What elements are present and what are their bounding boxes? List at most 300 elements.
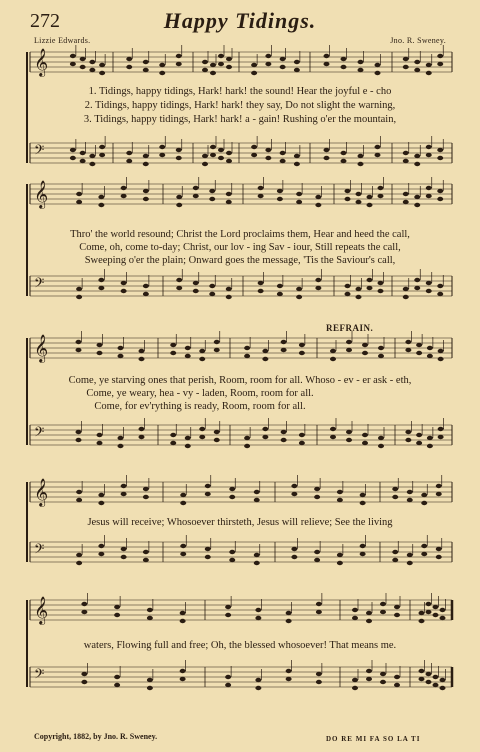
note-head bbox=[378, 289, 384, 293]
note-head bbox=[437, 197, 443, 201]
note-head bbox=[345, 197, 351, 201]
note-head bbox=[214, 438, 220, 442]
note-head bbox=[98, 195, 104, 199]
note-head bbox=[226, 295, 232, 299]
note-head bbox=[294, 60, 300, 64]
note-head bbox=[76, 340, 82, 344]
note-head bbox=[362, 441, 368, 445]
note-head bbox=[414, 286, 420, 290]
note-head bbox=[114, 675, 120, 679]
note-head bbox=[254, 498, 260, 502]
note-head bbox=[258, 186, 264, 190]
note-head bbox=[170, 433, 176, 437]
note-head bbox=[427, 444, 433, 448]
note-head bbox=[433, 675, 439, 679]
note-head bbox=[407, 498, 413, 502]
note-head bbox=[76, 287, 82, 291]
note-head bbox=[159, 71, 165, 75]
note-head bbox=[394, 605, 400, 609]
note-head bbox=[330, 427, 336, 431]
note-head bbox=[258, 289, 264, 293]
bass-clef: 𝄢 bbox=[34, 541, 45, 560]
note-head bbox=[81, 680, 87, 684]
note-head bbox=[159, 145, 165, 149]
note-head bbox=[433, 683, 439, 687]
note-head bbox=[258, 281, 264, 285]
note-head bbox=[378, 186, 384, 190]
note-head bbox=[70, 54, 76, 58]
note-head bbox=[226, 287, 232, 291]
note-head bbox=[356, 295, 362, 299]
note-head bbox=[296, 192, 302, 196]
note-head bbox=[403, 200, 409, 204]
note-head bbox=[70, 148, 76, 152]
note-head bbox=[180, 677, 186, 681]
note-head bbox=[251, 71, 257, 75]
note-head bbox=[362, 343, 368, 347]
note-head bbox=[380, 610, 386, 614]
note-head bbox=[346, 348, 352, 352]
note-head bbox=[76, 295, 82, 299]
note-head bbox=[143, 292, 149, 296]
note-head bbox=[176, 54, 182, 58]
note-head bbox=[440, 678, 446, 682]
note-head bbox=[414, 278, 420, 282]
note-head bbox=[367, 278, 373, 282]
note-head bbox=[341, 159, 347, 163]
note-head bbox=[262, 427, 268, 431]
note-head bbox=[330, 357, 336, 361]
note-head bbox=[180, 544, 186, 548]
note-head bbox=[403, 159, 409, 163]
note-head bbox=[286, 611, 292, 615]
note-head bbox=[405, 438, 411, 442]
lyricist-credit: Lizzie Edwards. bbox=[34, 36, 91, 45]
note-head bbox=[76, 561, 82, 565]
note-head bbox=[414, 68, 420, 72]
note-head bbox=[121, 194, 127, 198]
note-head bbox=[341, 65, 347, 69]
note-head bbox=[262, 349, 268, 353]
note-head bbox=[392, 558, 398, 562]
note-head bbox=[159, 63, 165, 67]
note-head bbox=[143, 189, 149, 193]
note-head bbox=[226, 200, 232, 204]
note-head bbox=[426, 281, 432, 285]
note-head bbox=[114, 605, 120, 609]
note-head bbox=[139, 357, 145, 361]
note-head bbox=[210, 63, 216, 67]
note-head bbox=[180, 493, 186, 497]
note-head bbox=[176, 278, 182, 282]
note-head bbox=[281, 340, 287, 344]
note-head bbox=[437, 284, 443, 288]
note-head bbox=[380, 602, 386, 606]
note-head bbox=[437, 148, 443, 152]
note-head bbox=[251, 63, 257, 67]
treble-clef: 𝄞 bbox=[34, 334, 49, 362]
note-head bbox=[366, 611, 372, 615]
note-head bbox=[337, 553, 343, 557]
note-head bbox=[416, 343, 422, 347]
note-head bbox=[281, 430, 287, 434]
note-head bbox=[199, 357, 205, 361]
note-head bbox=[143, 284, 149, 288]
note-head bbox=[378, 346, 384, 350]
note-head bbox=[76, 498, 82, 502]
lyric-line: Come, ye starving ones that perish, Room, room for all. Whoso - ev - er ask - eth, bbox=[68, 375, 412, 386]
note-head bbox=[291, 555, 297, 559]
note-head bbox=[218, 148, 224, 152]
note-head bbox=[419, 677, 425, 681]
note-head bbox=[416, 433, 422, 437]
note-head bbox=[70, 156, 76, 160]
note-head bbox=[337, 490, 343, 494]
note-head bbox=[337, 561, 343, 565]
note-head bbox=[99, 71, 105, 75]
note-head bbox=[375, 63, 381, 67]
note-head bbox=[426, 610, 432, 614]
note-head bbox=[314, 558, 320, 562]
note-head bbox=[281, 348, 287, 352]
note-head bbox=[314, 495, 320, 499]
note-head bbox=[210, 145, 216, 149]
note-head bbox=[114, 683, 120, 687]
note-head bbox=[421, 544, 427, 548]
note-head bbox=[176, 62, 182, 66]
note-head bbox=[426, 194, 432, 198]
note-head bbox=[210, 153, 216, 157]
note-head bbox=[436, 484, 442, 488]
note-head bbox=[286, 619, 292, 623]
refrain-label: REFRAIN. bbox=[326, 323, 374, 333]
note-head bbox=[229, 487, 235, 491]
note-head bbox=[193, 186, 199, 190]
copyright-notice: Copyright, 1882, by Jno. R. Sweney. bbox=[34, 732, 158, 741]
note-head bbox=[419, 669, 425, 673]
note-head bbox=[330, 349, 336, 353]
note-head bbox=[205, 547, 211, 551]
note-head bbox=[180, 501, 186, 505]
note-head bbox=[225, 683, 231, 687]
note-head bbox=[143, 68, 149, 72]
note-head bbox=[314, 550, 320, 554]
note-head bbox=[143, 495, 149, 499]
note-head bbox=[262, 357, 268, 361]
note-head bbox=[147, 608, 153, 612]
note-head bbox=[176, 148, 182, 152]
note-head bbox=[180, 669, 186, 673]
note-head bbox=[281, 438, 287, 442]
note-head bbox=[362, 351, 368, 355]
note-head bbox=[291, 484, 297, 488]
note-head bbox=[121, 492, 127, 496]
note-head bbox=[416, 441, 422, 445]
note-head bbox=[205, 492, 211, 496]
note-head bbox=[229, 558, 235, 562]
note-head bbox=[440, 686, 446, 690]
note-head bbox=[356, 287, 362, 291]
note-head bbox=[185, 436, 191, 440]
note-head bbox=[199, 427, 205, 431]
note-head bbox=[403, 57, 409, 61]
note-head bbox=[98, 203, 104, 207]
note-head bbox=[405, 340, 411, 344]
note-head bbox=[437, 156, 443, 160]
note-head bbox=[403, 65, 409, 69]
note-head bbox=[296, 287, 302, 291]
note-head bbox=[244, 346, 250, 350]
note-head bbox=[426, 186, 432, 190]
note-head bbox=[199, 435, 205, 439]
note-head bbox=[118, 436, 124, 440]
note-head bbox=[438, 427, 444, 431]
note-head bbox=[126, 159, 132, 163]
note-head bbox=[360, 544, 366, 548]
note-head bbox=[89, 154, 95, 158]
note-head bbox=[438, 357, 444, 361]
note-head bbox=[176, 156, 182, 160]
note-head bbox=[421, 493, 427, 497]
note-head bbox=[280, 159, 286, 163]
note-head bbox=[89, 60, 95, 64]
note-head bbox=[139, 435, 145, 439]
note-head bbox=[143, 558, 149, 562]
note-head bbox=[341, 151, 347, 155]
note-head bbox=[324, 148, 330, 152]
note-head bbox=[99, 63, 105, 67]
note-head bbox=[426, 145, 432, 149]
note-head bbox=[255, 608, 261, 612]
note-head bbox=[416, 351, 422, 355]
note-head bbox=[375, 71, 381, 75]
note-head bbox=[226, 151, 232, 155]
note-head bbox=[294, 154, 300, 158]
note-head bbox=[89, 68, 95, 72]
note-head bbox=[199, 349, 205, 353]
note-head bbox=[98, 544, 104, 548]
lyric-line: Jesus will receive; Whosoever thirsteth, Jesus will relieve; See the living bbox=[87, 517, 393, 528]
note-head bbox=[193, 289, 199, 293]
note-head bbox=[80, 57, 86, 61]
note-head bbox=[375, 145, 381, 149]
page-number: 272 bbox=[30, 10, 60, 32]
note-head bbox=[244, 354, 250, 358]
note-head bbox=[324, 62, 330, 66]
note-head bbox=[251, 153, 257, 157]
note-head bbox=[294, 162, 300, 166]
note-head bbox=[89, 162, 95, 166]
note-head bbox=[414, 60, 420, 64]
note-head bbox=[337, 498, 343, 502]
note-head bbox=[419, 611, 425, 615]
note-head bbox=[254, 553, 260, 557]
note-head bbox=[421, 552, 427, 556]
note-head bbox=[360, 493, 366, 497]
note-head bbox=[218, 156, 224, 160]
note-head bbox=[352, 608, 358, 612]
note-head bbox=[97, 441, 103, 445]
bass-clef: 𝄢 bbox=[34, 666, 45, 685]
note-head bbox=[341, 57, 347, 61]
note-head bbox=[403, 295, 409, 299]
lyric-line: 1. Tidings, happy tidings, Hark! hark! the sound! Hear the joyful e - cho bbox=[88, 86, 392, 97]
note-head bbox=[403, 151, 409, 155]
note-head bbox=[225, 675, 231, 679]
note-head bbox=[358, 68, 364, 72]
note-head bbox=[98, 286, 104, 290]
note-head bbox=[80, 65, 86, 69]
note-head bbox=[392, 495, 398, 499]
note-head bbox=[225, 605, 231, 609]
note-head bbox=[367, 203, 373, 207]
lyric-line: Thro' the world resound; Christ the Lord proclaims them, Hear and heed the call, bbox=[70, 229, 410, 240]
note-head bbox=[210, 71, 216, 75]
note-head bbox=[426, 680, 432, 684]
note-head bbox=[114, 613, 120, 617]
note-head bbox=[229, 550, 235, 554]
note-head bbox=[352, 616, 358, 620]
note-head bbox=[414, 203, 420, 207]
note-head bbox=[299, 441, 305, 445]
note-head bbox=[407, 561, 413, 565]
note-head bbox=[97, 433, 103, 437]
note-head bbox=[346, 340, 352, 344]
note-head bbox=[366, 677, 372, 681]
note-head bbox=[76, 200, 82, 204]
note-head bbox=[244, 436, 250, 440]
note-head bbox=[358, 162, 364, 166]
note-head bbox=[427, 436, 433, 440]
note-head bbox=[265, 148, 271, 152]
note-head bbox=[76, 192, 82, 196]
lyric-line: waters, Flowing full and free; Oh, the blessed whosoever! That means me. bbox=[83, 640, 397, 651]
bass-clef: 𝄢 bbox=[34, 142, 45, 161]
note-head bbox=[229, 495, 235, 499]
note-head bbox=[121, 555, 127, 559]
note-head bbox=[362, 433, 368, 437]
note-head bbox=[426, 602, 432, 606]
note-head bbox=[99, 145, 105, 149]
note-head bbox=[316, 610, 322, 614]
note-head bbox=[414, 162, 420, 166]
note-head bbox=[299, 433, 305, 437]
note-head bbox=[294, 68, 300, 72]
note-head bbox=[375, 153, 381, 157]
note-head bbox=[378, 436, 384, 440]
note-head bbox=[286, 669, 292, 673]
note-head bbox=[265, 156, 271, 160]
note-head bbox=[81, 602, 87, 606]
note-head bbox=[180, 619, 186, 623]
note-head bbox=[407, 553, 413, 557]
lyric-line: Come, for ev'rything is ready, Room, room for all. bbox=[94, 401, 306, 412]
note-head bbox=[139, 349, 145, 353]
note-head bbox=[143, 197, 149, 201]
note-head bbox=[143, 550, 149, 554]
bass-clef: 𝄢 bbox=[34, 424, 45, 443]
note-head bbox=[143, 60, 149, 64]
note-head bbox=[80, 159, 86, 163]
composer-credit: Jno. R. Sweney. bbox=[390, 36, 446, 45]
note-head bbox=[280, 151, 286, 155]
note-head bbox=[202, 162, 208, 166]
note-head bbox=[427, 354, 433, 358]
treble-clef: 𝄞 bbox=[34, 48, 49, 76]
note-head bbox=[76, 438, 82, 442]
note-head bbox=[193, 194, 199, 198]
note-head bbox=[214, 348, 220, 352]
note-head bbox=[291, 547, 297, 551]
note-head bbox=[209, 284, 215, 288]
note-head bbox=[346, 438, 352, 442]
note-head bbox=[407, 490, 413, 494]
note-head bbox=[438, 349, 444, 353]
note-head bbox=[394, 675, 400, 679]
note-head bbox=[121, 289, 127, 293]
note-head bbox=[426, 289, 432, 293]
note-head bbox=[205, 555, 211, 559]
note-head bbox=[405, 348, 411, 352]
note-head bbox=[280, 65, 286, 69]
note-head bbox=[316, 680, 322, 684]
note-head bbox=[126, 65, 132, 69]
note-head bbox=[118, 346, 124, 350]
note-head bbox=[437, 62, 443, 66]
note-head bbox=[405, 430, 411, 434]
note-head bbox=[118, 444, 124, 448]
note-head bbox=[414, 195, 420, 199]
note-head bbox=[291, 492, 297, 496]
note-head bbox=[265, 62, 271, 66]
bass-clef: 𝄢 bbox=[34, 275, 45, 294]
note-head bbox=[254, 490, 260, 494]
note-head bbox=[352, 678, 358, 682]
note-head bbox=[324, 54, 330, 58]
note-head bbox=[280, 57, 286, 61]
note-head bbox=[315, 203, 321, 207]
note-head bbox=[346, 430, 352, 434]
note-head bbox=[378, 281, 384, 285]
note-head bbox=[76, 490, 82, 494]
note-head bbox=[392, 550, 398, 554]
note-head bbox=[180, 552, 186, 556]
note-head bbox=[76, 348, 82, 352]
note-head bbox=[438, 435, 444, 439]
note-head bbox=[218, 54, 224, 58]
note-head bbox=[255, 678, 261, 682]
note-head bbox=[414, 154, 420, 158]
note-head bbox=[345, 189, 351, 193]
note-head bbox=[147, 678, 153, 682]
note-head bbox=[226, 159, 232, 163]
note-head bbox=[378, 194, 384, 198]
note-head bbox=[143, 162, 149, 166]
note-head bbox=[277, 292, 283, 296]
note-head bbox=[366, 669, 372, 673]
note-head bbox=[226, 57, 232, 61]
note-head bbox=[202, 154, 208, 158]
lyric-line: Come, ye weary, hea - vy - laden, Room, room for all. bbox=[86, 388, 314, 399]
note-head bbox=[185, 346, 191, 350]
note-head bbox=[352, 686, 358, 690]
note-head bbox=[170, 441, 176, 445]
note-head bbox=[121, 186, 127, 190]
note-head bbox=[380, 672, 386, 676]
note-head bbox=[403, 192, 409, 196]
note-head bbox=[214, 340, 220, 344]
note-head bbox=[76, 553, 82, 557]
